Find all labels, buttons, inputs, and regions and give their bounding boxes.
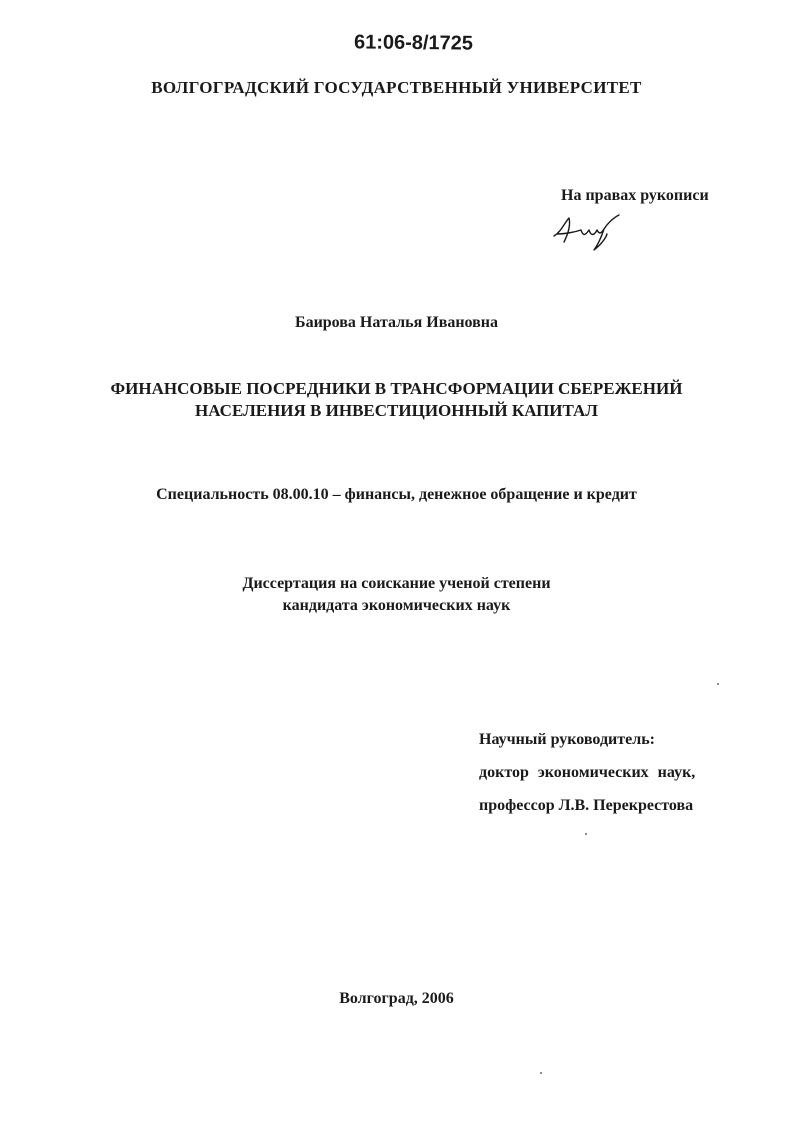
author-name: Баирова Наталья Ивановна: [294, 314, 499, 331]
university-name: ВОЛГОГРАДСКИЙ ГОСУДАРСТВЕННЫЙ УНИВЕРСИТЕТ: [151, 78, 642, 97]
dissertation-title: [0, 378, 793, 422]
scan-speck: [717, 683, 719, 685]
title-line-1: ФИНАНСОВЫЕ ПОСРЕДНИКИ В ТРАНСФОРМАЦИИ СБЕРЕЖЕНИЙ: [110, 379, 683, 398]
specialty: Специальность 08.00.10 – финансы, денежное обращение и кредит: [156, 486, 637, 503]
scientific-advisor: [479, 723, 695, 822]
manuscript-rights: На правах рукописи: [561, 187, 709, 204]
advisor-label: Научный руководитель:: [479, 731, 655, 748]
scan-speck: [540, 1072, 542, 1074]
advisor-name: профессор Л.В. Перекрестова: [479, 797, 694, 814]
signature-icon: [551, 212, 623, 252]
city-year: Волгоград, 2006: [339, 990, 454, 1007]
degree-statement: [0, 573, 793, 617]
degree-line-2: кандидата экономических наук: [282, 597, 511, 614]
degree-line-1: Диссертация на соискание ученой степени: [242, 575, 551, 592]
advisor-degree: доктор экономических наук,: [479, 764, 696, 781]
scan-speck: [585, 833, 587, 835]
archive-code: 61:06-8/1725: [353, 31, 474, 55]
title-line-2: НАСЕЛЕНИЯ В ИНВЕСТИЦИОННЫЙ КАПИТАЛ: [195, 401, 598, 420]
